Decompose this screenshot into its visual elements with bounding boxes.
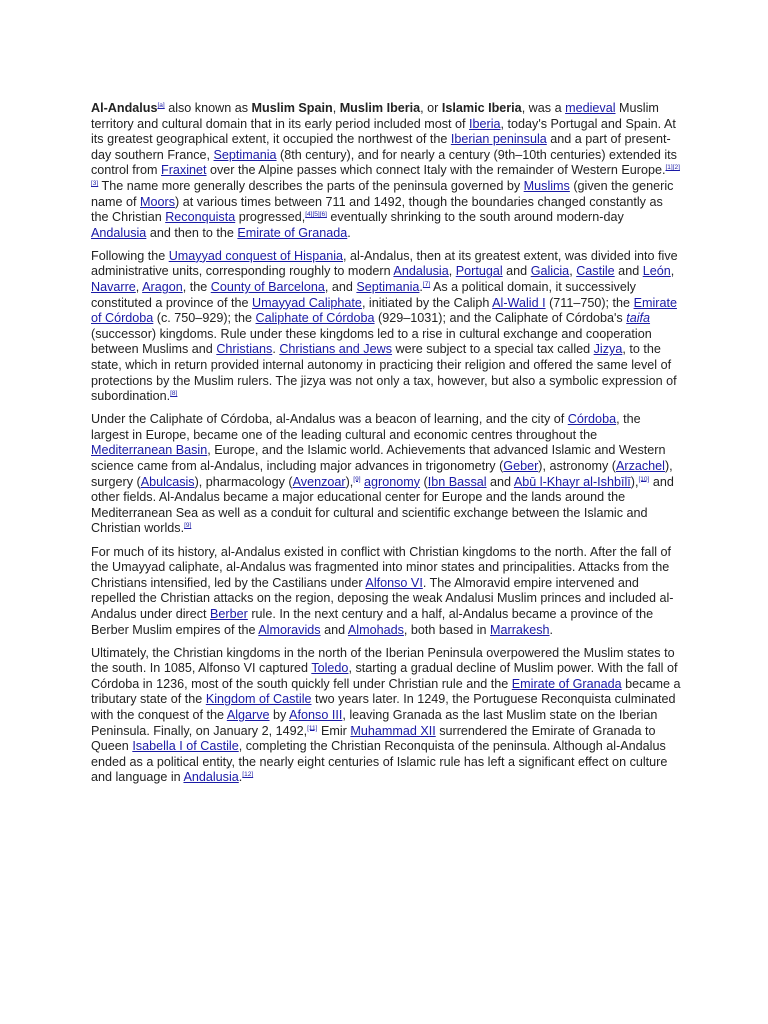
body-text: Emir xyxy=(317,723,351,738)
body-text: (929–1031); and the Caliphate of Córdoba's xyxy=(374,311,627,326)
link-agronomy[interactable]: agronomy xyxy=(364,474,421,489)
link-aragon[interactable]: Aragon xyxy=(142,280,183,295)
bold-term: Al-Andalus xyxy=(91,101,158,115)
citation-link[interactable]: [7] xyxy=(422,280,431,288)
link-emirate-of-cordoba[interactable]: Emirate of Córdoba xyxy=(91,295,677,326)
link-galicia[interactable]: Galicia xyxy=(530,264,570,279)
citation-link[interactable]: [9] xyxy=(353,475,361,483)
link-almoravids[interactable]: Almoravids xyxy=(258,622,321,637)
link-andalusia[interactable]: Andalusia xyxy=(91,225,147,240)
body-text: ), xyxy=(345,474,354,489)
body-text: and a part of present-day southern France, xyxy=(91,132,671,162)
body-text: and then to the xyxy=(146,225,238,240)
citation-link[interactable]: [1][2][3] xyxy=(91,164,680,187)
body-text: , xyxy=(569,264,577,279)
body-text: and xyxy=(502,264,531,279)
body-text: . xyxy=(419,280,423,295)
link-castile[interactable]: Castile xyxy=(576,264,615,279)
body-text: ( xyxy=(420,474,428,489)
body-text: , initiated by the Caliph xyxy=(361,295,493,310)
citation xyxy=(170,390,177,397)
body-text: , and xyxy=(324,280,357,295)
body-text: progressed, xyxy=(235,210,306,225)
body-text: , or xyxy=(420,101,442,115)
link-afonso-iii[interactable]: Afonso III xyxy=(289,707,343,722)
body-text: ), pharmacology ( xyxy=(194,474,293,489)
citation-link[interactable]: [11] xyxy=(307,724,318,732)
body-text: and xyxy=(614,264,643,279)
body-text: Ultimately, the Christian kingdoms in the north of the Iberian Peninsula overpowered the Muslim states to the south. In 1085, Alfonso VI captured xyxy=(91,645,675,676)
article-body xyxy=(91,101,681,793)
paragraph-learning xyxy=(91,412,681,537)
citation xyxy=(184,522,191,529)
body-text: For much of its history, al-Andalus existed in conflict with Christian kingdoms to the north. After the fall of the Umayyad caliphate, al-Andalus was fragmented into minor states and principalities. Attacks from the Christians intensified, led by the Castilians under xyxy=(91,544,672,590)
link-abulcasis[interactable]: Abulcasis xyxy=(140,474,195,489)
citation-link[interactable]: [a] xyxy=(157,101,165,109)
link-portugal[interactable]: Portugal xyxy=(455,264,503,279)
body-text: eventually shrinking to the south around modern-day xyxy=(326,210,624,225)
link-toledo[interactable]: Toledo xyxy=(311,661,349,676)
citation-link[interactable]: [12] xyxy=(242,771,254,779)
body-text: were subject to a special tax called xyxy=(392,342,594,357)
body-text: As a political domain, it successively constituted a province of the xyxy=(91,280,636,310)
body-text: (given the generic name of xyxy=(91,178,674,209)
body-text: by xyxy=(269,707,290,722)
body-text: and xyxy=(486,474,514,489)
body-text: . The Almoravid empire intervened and repelled the Christian attacks on the region, deposing the weak Andalusi Muslim princes and included al-Andalus under direct xyxy=(91,575,674,621)
link-taifa[interactable]: taifa xyxy=(626,311,651,326)
body-text: , xyxy=(670,264,675,279)
link-county-of-barcelona[interactable]: County of Barcelona xyxy=(210,280,325,295)
body-text: also known as xyxy=(164,101,252,115)
body-text: , completing the Christian Reconquista of the peninsula. Although al-Andalus ended as a political entity, the nearly eight centuries of Islamic rule has left a significant effect on culture and language in xyxy=(91,739,668,785)
link-arzachel[interactable]: Arzachel xyxy=(615,459,665,474)
body-text: , al-Andalus, then at its greatest extent, was divided into five administrative units, corresponding roughly to modern xyxy=(91,248,678,279)
bold-term: Muslim Spain xyxy=(251,101,333,115)
link-abu-l-khayr-al-ishbili[interactable]: Abū l-Khayr al-Ishbīlī xyxy=(513,474,631,489)
link-emirate-of-granada[interactable]: Emirate of Granada xyxy=(511,676,622,691)
body-text: and xyxy=(320,622,348,637)
link-ibn-bassal[interactable]: Ibn Bassal xyxy=(427,474,487,489)
citation-link[interactable]: [8] xyxy=(170,390,178,397)
link-umayyad-caliphate[interactable]: Umayyad Caliphate xyxy=(252,295,362,310)
link-christians[interactable]: Christians xyxy=(216,342,273,357)
body-text: over the Alpine passes which connect Italy with the remainder of Western Europe. xyxy=(206,163,666,178)
body-text: , xyxy=(332,101,340,115)
link-muhammad-xii[interactable]: Muhammad XII xyxy=(350,723,436,738)
body-text: , xyxy=(135,280,143,295)
body-text: Under the Caliphate of Córdoba, al-Andalus was a beacon of learning, and the city of xyxy=(91,412,568,427)
body-text: , starting a gradual decline of Muslim power. With the fall of Córdoba in 1236, most of the south quickly fell under Christian rule and the xyxy=(91,661,678,691)
paragraph-conflict xyxy=(91,545,681,639)
link-muslims[interactable]: Muslims xyxy=(523,178,570,193)
link-caliphate-of-cordoba[interactable]: Caliphate of Córdoba xyxy=(255,311,375,326)
link-geber[interactable]: Geber xyxy=(503,459,539,474)
citation-link[interactable]: [10] xyxy=(638,475,650,483)
link-cordoba[interactable]: Córdoba xyxy=(567,412,617,427)
link-almohads[interactable]: Almohads xyxy=(347,622,404,637)
link-avenzoar[interactable]: Avenzoar xyxy=(292,474,346,489)
body-text: ), xyxy=(630,474,639,489)
link-al-walid-i[interactable]: Al-Walid I xyxy=(492,295,546,310)
link-berber[interactable]: Berber xyxy=(210,606,248,621)
body-text: , Europe, and the Islamic world. Achievements that advanced Islamic and Western science came from al-Andalus, including major advances in trigonometry ( xyxy=(91,443,666,474)
body-text: ), surgery ( xyxy=(91,459,673,489)
body-text: became a tributary state of the xyxy=(91,676,681,707)
bold-term: Islamic Iberia xyxy=(441,101,522,115)
link-algarve[interactable]: Algarve xyxy=(226,707,270,722)
link-medieval[interactable]: medieval xyxy=(565,101,616,115)
link-umayyad-conquest-of-hispania[interactable]: Umayyad conquest of Hispania xyxy=(168,248,344,263)
citation-link[interactable]: [9] xyxy=(184,522,192,530)
link-jizya[interactable]: Jizya xyxy=(593,342,623,357)
paragraph-reconquista xyxy=(91,646,681,786)
link-fraxinet[interactable]: Fraxinet xyxy=(161,163,207,178)
paragraph-administration xyxy=(91,249,681,405)
body-text: , today's Portugal and Spain. At its greatest geographical extent, it occupied the northwest of the xyxy=(91,116,676,147)
citation-link[interactable]: [4][5][6] xyxy=(305,210,327,218)
body-text: , was a xyxy=(521,101,566,115)
link-reconquista[interactable]: Reconquista xyxy=(165,210,236,225)
body-text: ) at various times between 711 and 1492, though the boundaries changed constantly as the Christian xyxy=(91,194,663,225)
citation xyxy=(305,211,327,218)
body-text: two years later. In 1249, the Portuguese Reconquista culminated with the conquest of the xyxy=(91,692,676,722)
body-text: (711–750); the xyxy=(545,295,634,310)
body-text: . xyxy=(549,622,554,637)
link-iberia[interactable]: Iberia xyxy=(469,116,501,131)
link-christians-and-jews[interactable]: Christians and Jews xyxy=(279,342,393,357)
link-emirate-of-granada[interactable]: Emirate of Granada xyxy=(237,225,348,240)
citation xyxy=(157,102,164,109)
link-andalusia[interactable]: Andalusia xyxy=(183,770,239,785)
body-text: and other fields. Al-Andalus became a major educational center for Europe and the lands around the Mediterranean Sea as well as a conduit for cultural and scientific exchange between the Islamic and Christian worlds. xyxy=(91,474,674,536)
body-text: . xyxy=(347,225,351,240)
link-mediterranean-basin[interactable]: Mediterranean Basin xyxy=(91,443,208,458)
link-alfonso-vi[interactable]: Alfonso VI xyxy=(365,575,423,590)
body-text: surrendered the Emirate of Granada to Queen xyxy=(91,723,656,754)
citation xyxy=(307,724,317,731)
link-moors[interactable]: Moors xyxy=(140,194,176,209)
link-marrakesh[interactable]: Marrakesh xyxy=(490,622,550,637)
body-text: (successor) kingdoms. Rule under these kingdoms led to a rise in cultural exchange and cooperation between Muslims and xyxy=(91,326,652,357)
citation xyxy=(638,475,649,482)
link-kingdom-of-castile[interactable]: Kingdom of Castile xyxy=(205,692,312,707)
link-leon[interactable]: León xyxy=(642,264,671,279)
body-text: (c. 750–929); the xyxy=(153,311,256,326)
link-navarre[interactable]: Navarre xyxy=(91,280,136,295)
body-text: , xyxy=(448,264,456,279)
body-text: Following the xyxy=(91,248,169,263)
body-text: ), astronomy ( xyxy=(538,459,616,474)
body-text: , the largest in Europe, became one of the leading cultural and economic centres throughout the xyxy=(91,412,641,442)
body-text: . xyxy=(272,342,280,357)
link-septimania[interactable]: Septimania xyxy=(356,280,420,295)
citation xyxy=(353,475,360,482)
body-text: , leaving Granada as the last Muslim state on the Iberian Peninsula. Finally, on January 2, 1492, xyxy=(91,707,658,738)
body-text: Muslim territory and cultural domain that in its early period included most of xyxy=(91,101,659,131)
link-isabella-i-of-castile[interactable]: Isabella I of Castile xyxy=(132,739,239,754)
link-andalusia[interactable]: Andalusia xyxy=(393,264,449,279)
link-septimania[interactable]: Septimania xyxy=(213,147,277,162)
link-iberian-peninsula[interactable]: Iberian peninsula xyxy=(450,132,547,147)
bold-term: Muslim Iberia xyxy=(339,101,421,115)
body-text: (8th century), and for nearly a century (9th–10th centuries) extended its control from xyxy=(91,147,677,178)
body-text: , to the state, which in return provided internal autonomy in practicing their religion and offered the same level of protections by the Muslim rulers. The jizya was not only a tax, however, but also a symbolic expression of subordination. xyxy=(91,342,677,404)
body-text: . xyxy=(238,770,243,785)
body-text: The name more generally describes the parts of the peninsula governed by xyxy=(98,178,524,193)
paragraph-intro xyxy=(91,101,681,241)
body-text: , the xyxy=(182,280,211,295)
citation xyxy=(242,771,253,778)
body-text: rule. In the next century and a half, al-Andalus became a province of the Berber Muslim empires of the xyxy=(91,606,654,637)
body-text: , both based in xyxy=(403,622,491,637)
